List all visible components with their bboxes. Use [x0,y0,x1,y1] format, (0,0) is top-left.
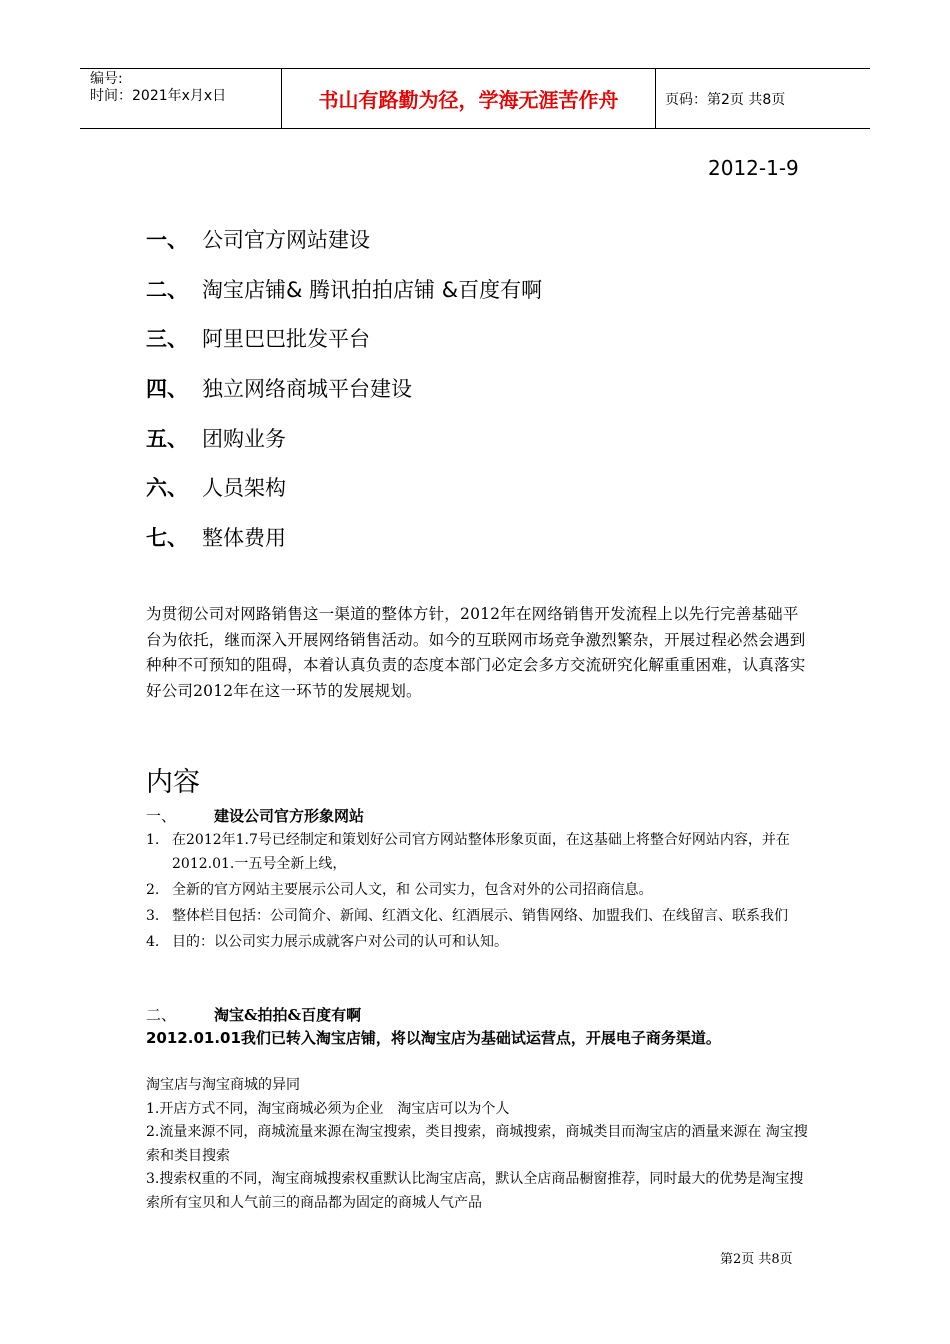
code-label: 编号: [90,71,123,87]
list-item [146,828,814,876]
section-title: 建设公司官方形象网站 [214,807,365,825]
toc-text: 公司官方网站建设 [202,227,370,252]
toc-number: 七、 [146,525,188,550]
section-number: 二、 [146,1006,177,1024]
toc-number: 二、 [146,277,188,302]
toc-number: 六、 [146,476,188,501]
section-body [146,1074,814,1215]
paragraph: 3.搜索权重的不同，淘宝商城搜索权重默认比淘宝店高，默认全店商品橱窗推荐，同时最大的优势是淘宝搜索所有宝贝和人气前三的商品都为固定的商城人气产品 [146,1171,804,1211]
header-page-info: 页码：第2页 共8页 [665,91,786,108]
paragraph: 1.开店方式不同，淘宝商城必须为企业 淘宝店可以为个人 [146,1100,510,1117]
paragraph: 2.流量来源不同，商城流量来源在淘宝搜索，类目搜索，商城搜索，商城类目而淘宝店的酒量来源在 淘宝搜索和类目搜索 [146,1124,808,1164]
list-number: 2. [146,882,160,898]
numbered-list [146,828,814,956]
toc-item [146,313,542,363]
list-item [146,930,814,954]
header-motto: 书山有路勤为径，学海无涯苦作舟 [282,69,656,128]
page-footer: 第2页 共8页 [720,1252,793,1267]
page-header [80,68,870,129]
document-date: 2012-1-9 [708,156,799,180]
toc-text: 人员架构 [202,476,286,501]
list-number: 3. [146,908,160,924]
toc-text: 阿里巴巴批发平台 [202,327,370,352]
toc-number: 三、 [146,327,188,352]
list-item [146,904,814,928]
section-heading [146,1004,361,1025]
list-text: 在2012年1.7号已经制定和策划好公司官方网站整体形象页面，在这基础上将整合好网站内容，并在2012.01.一五号全新上线， [172,832,790,872]
toc-item [146,512,542,562]
toc-item [146,214,542,264]
paragraph: 淘宝店与淘宝商城的异同 [146,1077,300,1093]
section-title: 淘宝&拍拍&百度有啊 [214,1006,362,1024]
table-of-contents [146,214,542,562]
toc-item [146,462,542,512]
list-number: 1. [146,832,160,848]
toc-text: 团购业务 [202,426,286,451]
list-text: 目的：以公司实力展示成就客户对公司的认可和认知。 [172,934,508,950]
toc-text: 淘宝店铺& 腾讯拍拍店铺 &百度有啊 [202,277,543,302]
toc-text: 独立网络商城平台建设 [202,376,412,401]
toc-number: 五、 [146,426,188,451]
time-label: 时间：2021年x月x日 [90,88,227,104]
toc-number: 一、 [146,227,188,252]
section-number: 一、 [146,807,177,825]
toc-number: 四、 [146,376,188,401]
section-heading [146,805,364,826]
list-number: 4. [146,934,160,950]
toc-text: 整体费用 [202,525,286,550]
list-text: 全新的官方网站主要展示公司人文，和 公司实力，包含对外的公司招商信息。 [172,882,653,898]
header-meta [80,69,282,128]
toc-item [146,264,542,314]
intro-paragraph: 为贯彻公司对网路销售这一渠道的整体方针，2012年在网络销售开发流程上以先行完善基础平台为依托，继而深入开展网络销售活动。如今的互联网市场竞争激烈繁杂，开展过程必然会遇到种种不可预知的阻碍，本着认真负责的态度本部门必定会多方交流研究化解重重困难，认真落实好公司2012年在这一环节的发展规划。 [146,605,806,700]
content-heading: 内容 [146,767,200,798]
toc-item [146,363,542,413]
list-text: 整体栏目包括：公司简介、新闻、红酒文化、红酒展示、销售网络、加盟我们、在线留言、联系我们 [172,908,788,924]
section-lead: 2012.01.01我们已转入淘宝店铺，将以淘宝店为基础试运营点，开展电子商务渠道。 [146,1029,721,1047]
toc-item [146,413,542,463]
list-item [146,878,814,902]
